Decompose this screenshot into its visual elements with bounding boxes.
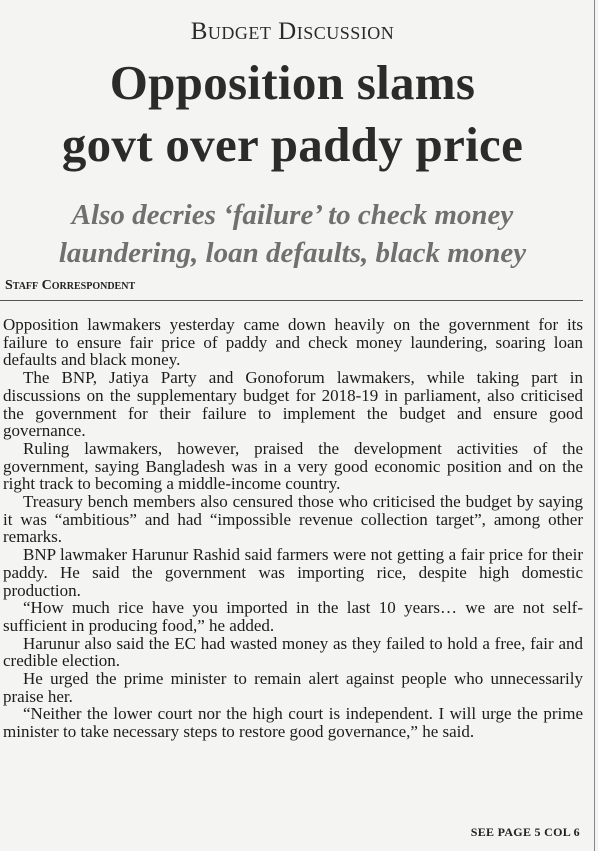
subheadline [0, 196, 585, 272]
column-rule [594, 0, 595, 851]
headline [0, 52, 585, 176]
headline-line: govt over paddy price [61, 117, 524, 172]
headline-line: Opposition slams [109, 55, 476, 110]
body-paragraph: The BNP, Jatiya Party and Gonoforum lawmakers, while taking part in discussions on the supplementary budget for 2018-19 in parliament, also criticised the government for their failure to implement the budget and ensure good governance. [3, 368, 583, 441]
subheadline-line: laundering, loan defaults, black money [58, 237, 527, 269]
body-paragraph: Harunur also said the EC had wasted money as they failed to hold a free, fair and credible election. [3, 633, 583, 671]
byline: Staff Correspondent [5, 278, 136, 293]
section-kicker: Budget Discussion [190, 18, 395, 45]
article-body [3, 316, 583, 741]
body-paragraph: He urged the prime minister to remain alert against people who unnecessarily praise her. [3, 669, 583, 706]
byline-divider [0, 300, 583, 301]
body-paragraph: Treasury bench members also censured those who criticised the budget by saying it was “ambitious” and had “impossible revenue collection target”, among other remarks. [3, 492, 583, 547]
continued-jump-line: SEE PAGE 5 COL 6 [470, 825, 580, 839]
body-paragraph: “How much rice have you imported in the last 10 years… we are not self-sufficient in producing food,” he added. [3, 598, 583, 635]
body-paragraph: “Neither the lower court nor the high court is independent. I will urge the prime minister to take necessary steps to restore good governance,” he said. [3, 704, 583, 742]
subheadline-line: Also decries ‘failure’ to check money [71, 199, 514, 231]
body-paragraph: Opposition lawmakers yesterday came down heavily on the government for its failure to ensure fair price of paddy and check money laundering, soaring loan defaults and black money. [3, 315, 583, 370]
body-paragraph: Ruling lawmakers, however, praised the development activities of the government, saying Bangladesh was in a very good economic position and on the right track to becoming a middle-income country. [3, 438, 583, 494]
body-paragraph: BNP lawmaker Harunur Rashid said farmers were not getting a fair price for their paddy. He said the government was importing rice, despite high domestic production. [3, 545, 583, 600]
